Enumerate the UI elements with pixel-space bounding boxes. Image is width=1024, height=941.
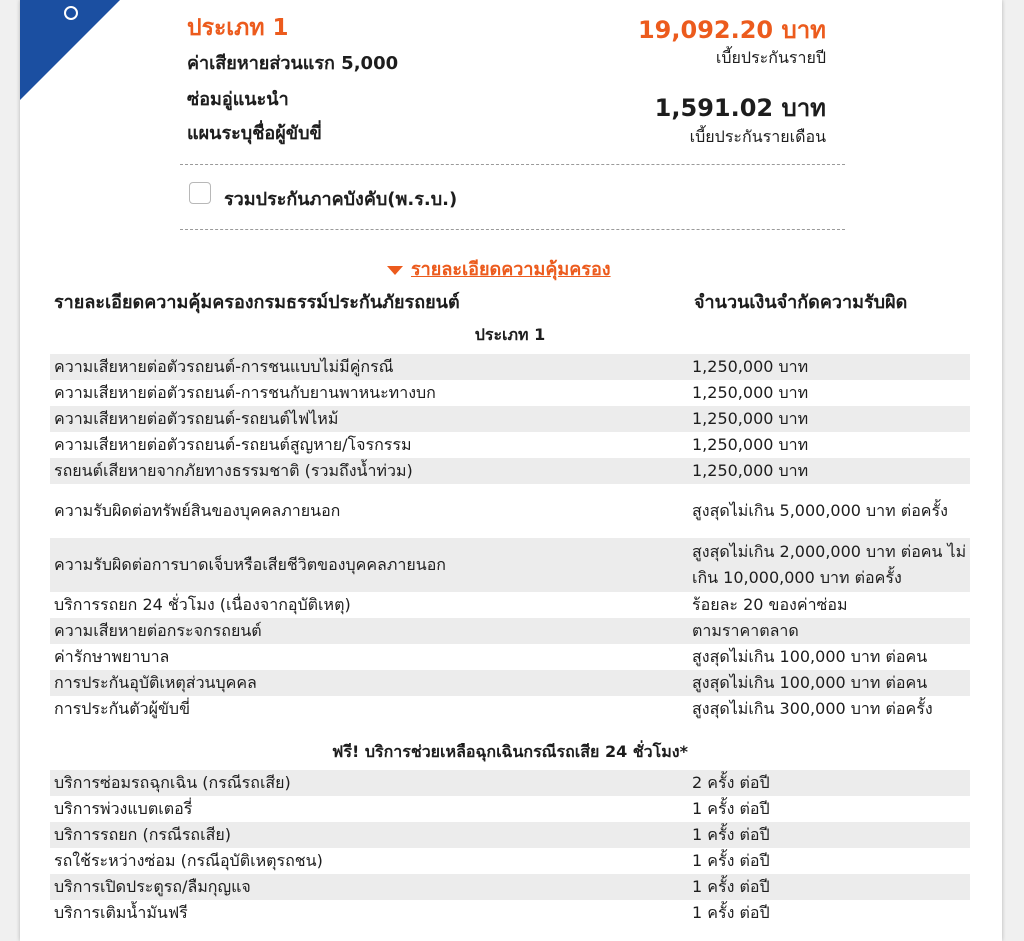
coverage-value: 1,250,000 บาท — [692, 409, 809, 428]
coverage-value: ร้อยละ 20 ของค่าซ่อม — [692, 595, 848, 614]
monthly-price: 1,591.02 บาท — [654, 94, 826, 122]
table-header-coverage: รายละเอียดความคุ้มครองกรมธรรม์ประกันภัยรถยนต์ — [54, 292, 460, 313]
coverage-value: สูงสุดไม่เกิน 300,000 บาท ต่อครั้ง — [692, 699, 933, 718]
coverage-label: การประกันอุบัติเหตุส่วนบุคคล — [54, 672, 257, 692]
plan-type-title: ประเภท 1 — [187, 15, 289, 41]
coverage-label: บริการรถยก 24 ชั่วโมง (เนื่องจากอุบัติเหตุ) — [54, 594, 351, 614]
table-row — [50, 484, 970, 538]
section-title-emergency: ฟรี! บริการช่วยเหลือฉุกเฉินกรณีรถเสีย 24 ชั่วโมง* — [332, 742, 688, 761]
caret-down-icon — [387, 266, 403, 275]
coverage-details-link-text: รายละเอียดความคุ้มครอง — [411, 259, 611, 280]
coverage-value: ตามราคาตลาด — [692, 621, 799, 640]
compulsory-insurance-checkbox[interactable] — [189, 182, 211, 204]
table-row — [50, 458, 970, 484]
compulsory-insurance-label[interactable]: รวมประกันภาคบังคับ(พ.ร.บ.) — [224, 189, 458, 210]
coverage-value: สูงสุดไม่เกิน 100,000 บาท ต่อคน — [692, 673, 928, 692]
table-row — [50, 354, 970, 380]
table-row — [50, 900, 970, 926]
coverage-value: สูงสุดไม่เกิน 100,000 บาท ต่อคน — [692, 647, 928, 666]
coverage-value: 2 ครั้ง ต่อปี — [692, 773, 770, 792]
coverage-value: 1 ครั้ง ต่อปี — [692, 877, 770, 896]
table-row — [50, 406, 970, 432]
coverage-label: ความรับผิดต่อทรัพย์สินของบุคคลภายนอก — [54, 500, 341, 520]
section-title-type1: ประเภท 1 — [474, 325, 546, 344]
coverage-value: สูงสุดไม่เกิน 2,000,000 บาท ต่อคน ไม่เกิน 10,000,000 บาท ต่อครั้ง — [692, 542, 967, 587]
monthly-price-label: เบี้ยประกันรายเดือน — [689, 127, 826, 146]
coverage-value: 1 ครั้ง ต่อปี — [692, 903, 770, 922]
table-row — [50, 592, 970, 618]
table-row — [50, 538, 970, 592]
table-row — [50, 848, 970, 874]
table-row — [50, 822, 970, 848]
coverage-label: ความเสียหายต่อตัวรถยนต์-การชนแบบไม่มีคู่กรณี — [54, 356, 394, 376]
coverage-label: บริการซ่อมรถฉุกเฉิน (กรณีรถเสีย) — [54, 772, 291, 792]
coverage-value: 1,250,000 บาท — [692, 461, 809, 480]
coverage-label: บริการรถยก (กรณีรถเสีย) — [54, 824, 231, 844]
plan-repair-type: ซ่อมอู่แนะนำ — [187, 89, 289, 110]
coverage-label: ความเสียหายต่อตัวรถยนต์-รถยนต์ไฟไหม้ — [54, 408, 339, 428]
coverage-table — [50, 354, 970, 722]
plan-deductible: ค่าเสียหายส่วนแรก 5,000 — [187, 53, 399, 74]
coverage-label: การประกันตัวผู้ขับขี่ — [54, 698, 191, 718]
table-row — [50, 670, 970, 696]
coverage-value: 1,250,000 บาท — [692, 357, 809, 376]
coverage-details-toggle[interactable] — [387, 254, 611, 283]
coverage-value: 1 ครั้ง ต่อปี — [692, 851, 770, 870]
coverage-value: 1 ครั้ง ต่อปี — [692, 825, 770, 844]
table-row — [50, 380, 970, 406]
table-header-limit: จำนวนเงินจำกัดความรับผิด — [694, 292, 908, 313]
table-row — [50, 618, 970, 644]
coverage-label: ค่ารักษาพยาบาล — [54, 646, 170, 666]
coverage-label: ความเสียหายต่อกระจกรถยนต์ — [54, 620, 262, 640]
coverage-label: ความรับผิดต่อการบาดเจ็บหรือเสียชีวิตของบุคคลภายนอก — [54, 554, 446, 574]
coverage-label: ความเสียหายต่อตัวรถยนต์-รถยนต์สูญหาย/โจรกรรม — [54, 434, 412, 454]
coverage-label: รถยนต์เสียหายจากภัยทางธรรมชาติ (รวมถึงน้ำท่วม) — [54, 460, 413, 480]
divider — [180, 229, 845, 230]
table-row — [50, 432, 970, 458]
coverage-label: บริการเติมน้ำมันฟรี — [54, 902, 188, 922]
coverage-value: สูงสุดไม่เกิน 5,000,000 บาท ต่อครั้ง — [692, 501, 948, 520]
plan-card — [20, 0, 1002, 941]
table-row — [50, 770, 970, 796]
table-row — [50, 644, 970, 670]
table-row — [50, 796, 970, 822]
coverage-value: 1,250,000 บาท — [692, 383, 809, 402]
coverage-label: บริการเปิดประตูรถ/ลืมกุญแจ — [54, 876, 251, 896]
coverage-label: บริการพ่วงแบตเตอรี่ — [54, 798, 193, 818]
plan-driver-type: แผนระบุชื่อผู้ขับขี่ — [187, 123, 322, 144]
annual-price: 19,092.20 บาท — [637, 16, 826, 44]
coverage-label: รถใช้ระหว่างซ่อม (กรณีอุบัติเหตุรถชน) — [54, 850, 323, 870]
divider — [180, 164, 845, 165]
table-row — [50, 874, 970, 900]
coverage-value: 1 ครั้ง ต่อปี — [692, 799, 770, 818]
table-row — [50, 696, 970, 722]
coverage-label: ความเสียหายต่อตัวรถยนต์-การชนกับยานพาหนะทางบก — [54, 382, 436, 402]
emergency-service-table — [50, 770, 970, 926]
annual-price-label: เบี้ยประกันรายปี — [715, 48, 826, 67]
coverage-value: 1,250,000 บาท — [692, 435, 809, 454]
